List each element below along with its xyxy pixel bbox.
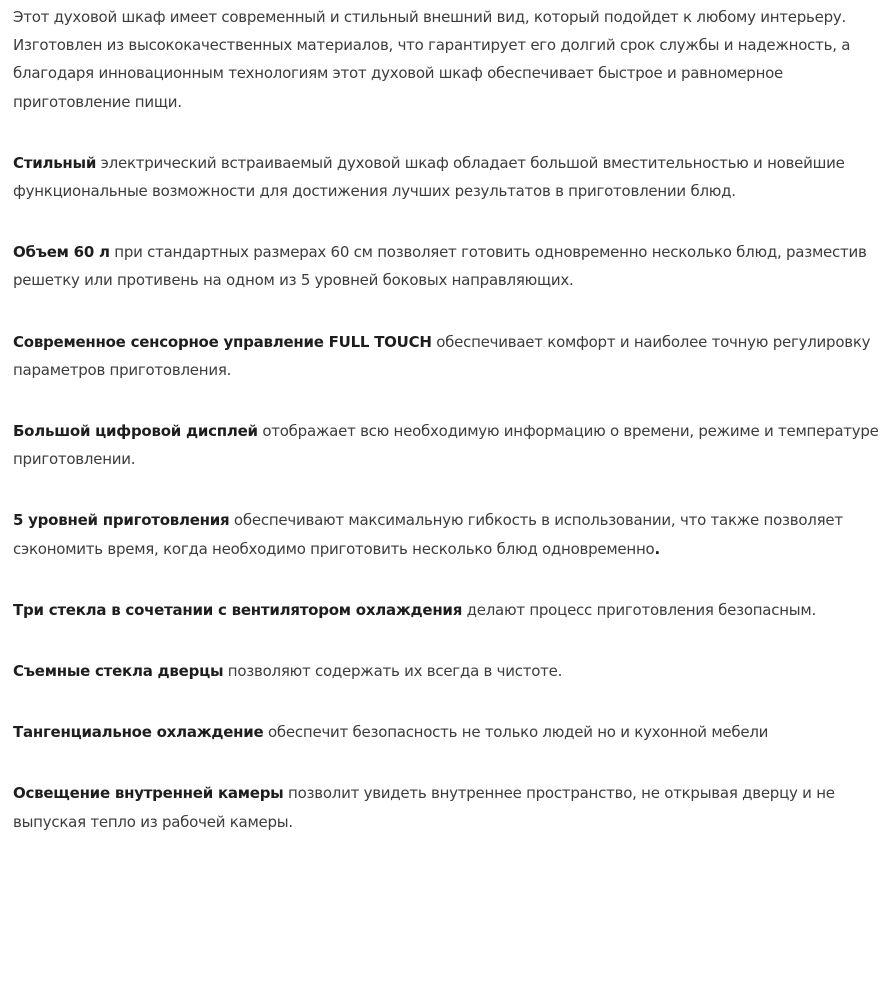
- paragraph-text: обеспечивает комфорт и наиболее точную регулировку параметров приготовления.: [13, 332, 871, 379]
- paragraph-text: обеспечивают максимальную гибкость в использовании, что также позволяет сэкономить время, когда необходимо приготовить несколько блюд одновременно: [13, 511, 843, 558]
- description-paragraph-removable-glass: [13, 657, 880, 685]
- description-paragraph-volume: [13, 238, 880, 294]
- paragraph-text: обеспечит безопасность не только людей но и кухонной мебели: [263, 723, 769, 742]
- description-paragraph-lighting: [13, 779, 880, 835]
- paragraph-highlight: Три стекла в сочетании с вентилятором охлаждения: [13, 600, 463, 619]
- description-paragraph-glass: [13, 596, 880, 624]
- paragraph-text: позволяют содержать их всегда в чистоте.: [223, 662, 563, 681]
- paragraph-highlight: Объем 60 л: [13, 243, 110, 262]
- description-paragraph-cooling: [13, 718, 880, 746]
- paragraph-text: при стандартных размерах 60 см позволяет готовить одновременно несколько блюд, разместив решетку или противень на одном из 5 уровней боковых направляющих.: [13, 243, 867, 290]
- description-paragraph-display: [13, 417, 880, 473]
- paragraph-highlight: Съемные стекла дверцы: [13, 662, 224, 681]
- paragraph-highlight: 5 уровней приготовления: [13, 511, 230, 530]
- description-paragraph-touch-control: [13, 328, 880, 384]
- paragraph-highlight: Освещение внутренней камеры: [13, 784, 284, 803]
- description-paragraph-intro: [13, 3, 880, 116]
- paragraph-text: позволит увидеть внутреннее пространство, не открывая дверцу и не выпуская тепло из рабочей камеры.: [13, 784, 835, 831]
- paragraph-text: отображает всю необходимую информацию о времени, режиме и температуре приготовлении.: [13, 422, 879, 469]
- paragraph-highlight: Современное сенсорное управление FULL TOUCH: [13, 332, 432, 351]
- paragraph-text: делают процесс приготовления безопасным.: [462, 600, 816, 619]
- paragraph-text: электрический встраиваемый духовой шкаф обладает большой вместительностью и новейшие функциональные возможности для достижения лучших результатов в приготовлении блюд.: [13, 153, 845, 201]
- description-paragraph-levels: [13, 506, 880, 562]
- paragraph-tail: .: [654, 539, 660, 558]
- paragraph-text: Этот духовой шкаф имеет современный и стильный внешний вид, который подойдет к любому интерьеру. Изготовлен из высококачественных материалов, что гарантирует его долгий срок службы и надежность, а благодаря инновационным технологиям этот духовой шкаф обеспечивает быстрое и равномерное приготовление пищи.: [13, 8, 851, 111]
- paragraph-highlight: Стильный: [13, 153, 97, 172]
- paragraph-highlight: Тангенциальное охлаждение: [13, 723, 264, 742]
- paragraph-highlight: Большой цифровой дисплей: [13, 422, 258, 441]
- description-paragraph-style: [13, 149, 880, 205]
